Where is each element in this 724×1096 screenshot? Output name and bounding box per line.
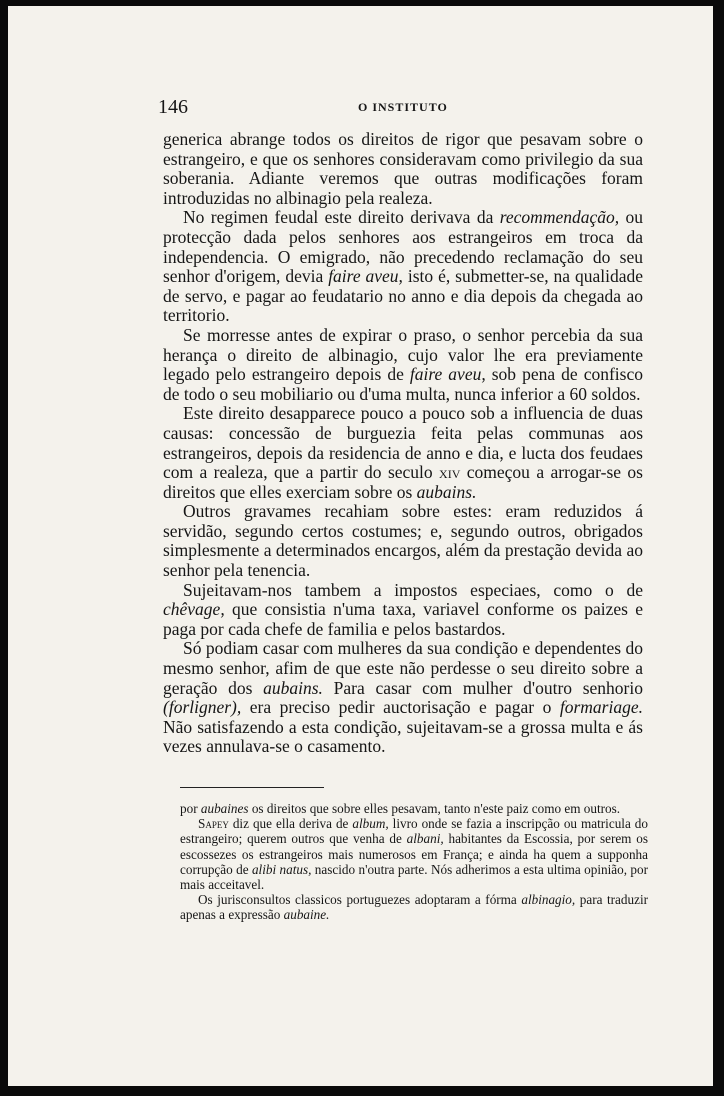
footnote-divider <box>180 787 324 788</box>
page-header <box>158 96 640 120</box>
text-run: sob pena de confisco de todo o seu mobiliario ou d'uma multa, nunca inferior a 60 soldos. <box>163 364 643 404</box>
italic-text: formariage. <box>559 697 643 718</box>
text-run: que consistia n'uma taxa, variavel conforme os paizes e paga por cada chefe de familia e pelos bastardos. <box>163 599 643 639</box>
italic-text: album, <box>352 816 389 832</box>
text-run: era preciso pedir auctorisação e pagar o <box>241 697 560 718</box>
paragraph <box>163 208 643 326</box>
text-run: Se morresse antes de expirar o praso, o senhor percebia da sua herança o direito de albinagio, cujo valor lhe era previamente legado pelo estrangeiro depois de <box>163 324 643 385</box>
text-run: Não satisfazendo a esta condição, sujeitavam-se a grossa multa e ás vezes annulava-se o casamento. <box>163 716 643 757</box>
italic-text: aubains. <box>263 677 323 698</box>
italic-text: albani, <box>406 831 444 847</box>
footnote <box>180 801 648 816</box>
text-run: nascido n'outra parte. Nós adherimos a esta ultima opinião, por mais acceitavel. <box>180 861 648 893</box>
text-run: diz que ella deriva de <box>228 816 353 832</box>
text-run: isto é, submetter-se, na qualidade de servo, e pagar ao feudatario no anno e dia depois da chegada ao territorio. <box>163 266 643 326</box>
text-run: ou protecção dada pelos senhores aos estrangeiros em troca da independencia. O emigrado, não precedendo reclamação do seu senhor d'origem, devia <box>163 207 643 287</box>
italic-text: albinagio, <box>521 892 576 908</box>
italic-text: recommendação, <box>499 207 620 228</box>
text-run: Sujeitavam-nos tambem a impostos especiaes, como o de <box>183 579 643 600</box>
text-run: Para casar com mulher d'outro senhorio <box>322 677 643 698</box>
paragraph <box>163 326 643 404</box>
text-run: por <box>180 801 201 816</box>
text-run: Este direito desapparece pouco a pouco sob a influencia de duas causas: concessão de burguezia feita pelas communas aos estrangeiros, depois da residencia de anno e dia, e lucta dos feudaes com a realeza, que a partir do seculo <box>163 403 643 483</box>
paragraph <box>163 502 643 580</box>
book-page <box>8 6 713 1086</box>
body-text <box>163 130 643 757</box>
footnote <box>180 816 648 892</box>
small-caps-text: xiv <box>439 462 461 483</box>
running-title: O INSTITUTO <box>358 100 448 114</box>
text-run: os direitos que sobre elles pesavam, tanto n'este paiz como em outros. <box>248 801 621 816</box>
text-run: livro onde se fazia a inscripção ou matricula do estrangeiro; querem outros que venha de <box>180 816 648 847</box>
text-run: generica abrange todos os direitos de rigor que pesavam sobre o estrangeiro, e que os senhores consideravam como privilegio da sua soberania. Adiante veremos que outras modificações foram introduzidas no albinagio pela realeza. <box>163 129 643 208</box>
italic-text: aubains. <box>416 481 477 502</box>
text-run: começou a arrogar-se os direitos que elles exerciam sobre os <box>163 462 643 502</box>
italic-text: faire aveu, <box>409 364 486 385</box>
small-caps-text: Sapey <box>198 816 229 832</box>
italic-text: chêvage, <box>163 599 225 620</box>
text-run: Outros gravames recahiam sobre estes: eram reduzidos á servidão, segundo certos costumes; e, segundo outros, obrigados simplesmente a determinados encargos, além da prestação devida ao senhor pela tenencia. <box>163 501 643 581</box>
text-run: para traduzir apenas a expressão <box>180 892 648 923</box>
text-run: Só podiam casar com mulheres da sua condição e dependentes do mesmo senhor, afim de que este não perdesse o seu direito sobre a geração dos <box>163 638 643 698</box>
text-run: habitantes da Escossia, por serem os escossezes os estrangeiros mais numerosos em França; e ainda ha quem a supponha corrupção de <box>180 831 648 877</box>
italic-text: faire aveu, <box>328 266 403 287</box>
italic-text: alibi natus, <box>251 861 312 877</box>
italic-text: (forligner), <box>163 697 242 718</box>
page-number: 146 <box>158 96 188 118</box>
paragraph <box>163 404 643 502</box>
footnotes <box>180 801 648 923</box>
italic-text: aubaine. <box>283 907 330 923</box>
text-run: Os jurisconsultos classicos portuguezes adoptaram a fórma <box>198 892 522 908</box>
paragraph <box>163 581 643 640</box>
footnote <box>180 892 648 922</box>
paragraph <box>163 639 643 757</box>
paragraph <box>163 130 643 208</box>
text-run: No regimen feudal este direito derivava da <box>183 207 500 228</box>
italic-text: aubaines <box>200 801 249 816</box>
